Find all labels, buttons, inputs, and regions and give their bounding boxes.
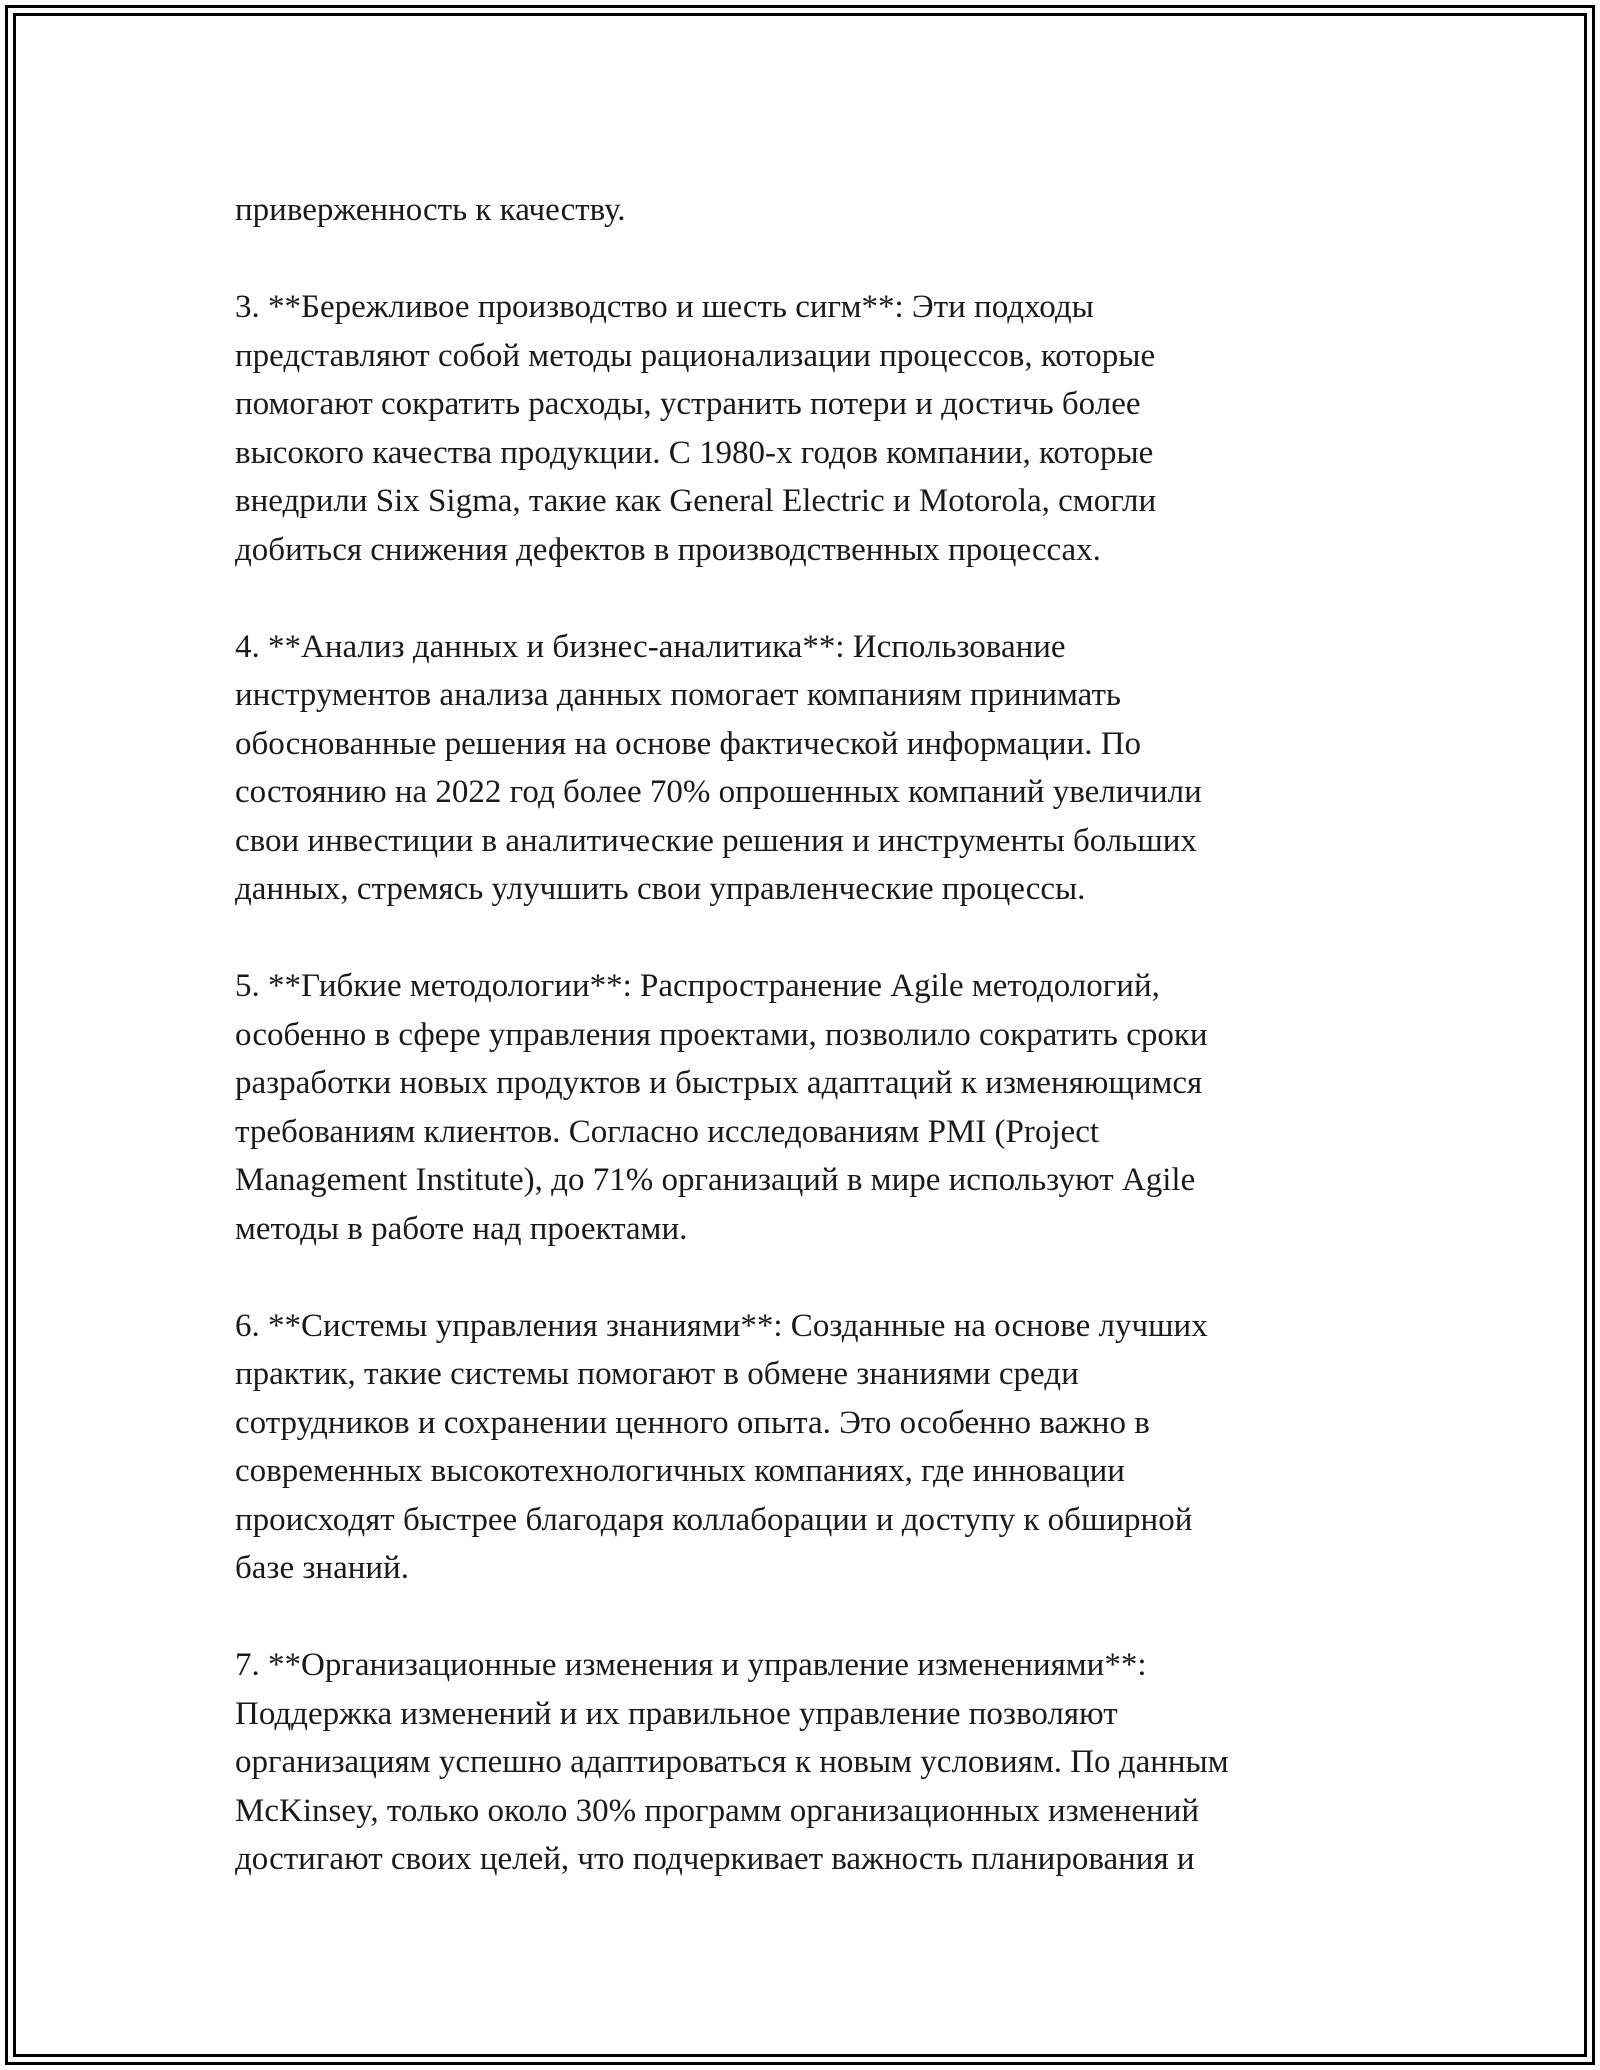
- text-line: 3. **Бережливое производство и шесть сигм**: Эти подходы: [235, 289, 1094, 325]
- text-line: базе знаний.: [235, 1550, 409, 1586]
- document-body: [235, 186, 1365, 1932]
- text-line: 4. **Анализ данных и бизнес-аналитика**: Использование: [235, 628, 1066, 665]
- text-line: современных высокотехнологичных компаниях, где инновации: [235, 1453, 1125, 1489]
- text-line: Management Institute), до 71% организаций в мире используют Agile: [235, 1162, 1196, 1198]
- text-line: 7. **Организационные изменения и управление изменениями**:: [235, 1647, 1147, 1683]
- text-line: требованиям клиентов. Согласно исследованиям PMI (Project: [235, 1113, 1100, 1150]
- text-line: приверженность к качеству.: [235, 192, 626, 228]
- text-line: Поддержка изменений и их правильное управление позволяют: [235, 1695, 1118, 1732]
- text-line: методы в работе над проектами.: [235, 1210, 688, 1247]
- text-line: происходят быстрее благодаря коллаборации и доступу к обширной: [235, 1501, 1193, 1538]
- paragraph: [235, 1302, 1365, 1593]
- paragraph: [235, 623, 1365, 914]
- text-line: данных, стремясь улучшить свои управленческие процессы.: [235, 871, 1086, 907]
- paragraph: [235, 186, 1365, 235]
- text-line: свои инвестиции в аналитические решения и инструменты больших: [235, 822, 1197, 859]
- text-line: высокого качества продукции. С 1980-х годов компании, которые: [235, 434, 1154, 471]
- paragraph: [235, 1641, 1365, 1884]
- text-line: особенно в сфере управления проектами, позволило сократить сроки: [235, 1016, 1208, 1053]
- text-line: 5. **Гибкие методологии**: Распространение Agile методологий,: [235, 968, 1160, 1004]
- text-line: практик, такие системы помогают в обмене знаниями среди: [235, 1356, 1079, 1392]
- text-line: внедрили Six Sigma, такие как General Electric и Motorola, смогли: [235, 483, 1157, 519]
- paragraph: [235, 962, 1365, 1253]
- text-line: инструментов анализа данных помогает компаниям принимать: [235, 677, 1121, 713]
- text-line: разработки новых продуктов и быстрых адаптаций к изменяющимся: [235, 1065, 1203, 1101]
- text-line: достигают своих целей, что подчеркивает важность планирования и: [235, 1841, 1195, 1877]
- text-line: помогают сократить расходы, устранить потери и достичь более: [235, 386, 1141, 422]
- text-line: 6. **Системы управления знаниями**: Созданные на основе лучших: [235, 1307, 1208, 1344]
- text-line: организациям успешно адаптироваться к новым условиям. По данным: [235, 1744, 1229, 1780]
- text-line: обоснованные решения на основе фактической информации. По: [235, 725, 1142, 762]
- text-line: представляют собой методы рационализации процессов, которые: [235, 337, 1156, 374]
- text-line: добиться снижения дефектов в производственных процессах.: [235, 531, 1101, 568]
- paragraph: [235, 283, 1365, 574]
- text-line: McKinsey, только около 30% программ организационных изменений: [235, 1792, 1200, 1829]
- text-line: состоянию на 2022 год более 70% опрошенных компаний увеличили: [235, 774, 1202, 810]
- text-line: сотрудников и сохранении ценного опыта. Это особенно важно в: [235, 1404, 1150, 1441]
